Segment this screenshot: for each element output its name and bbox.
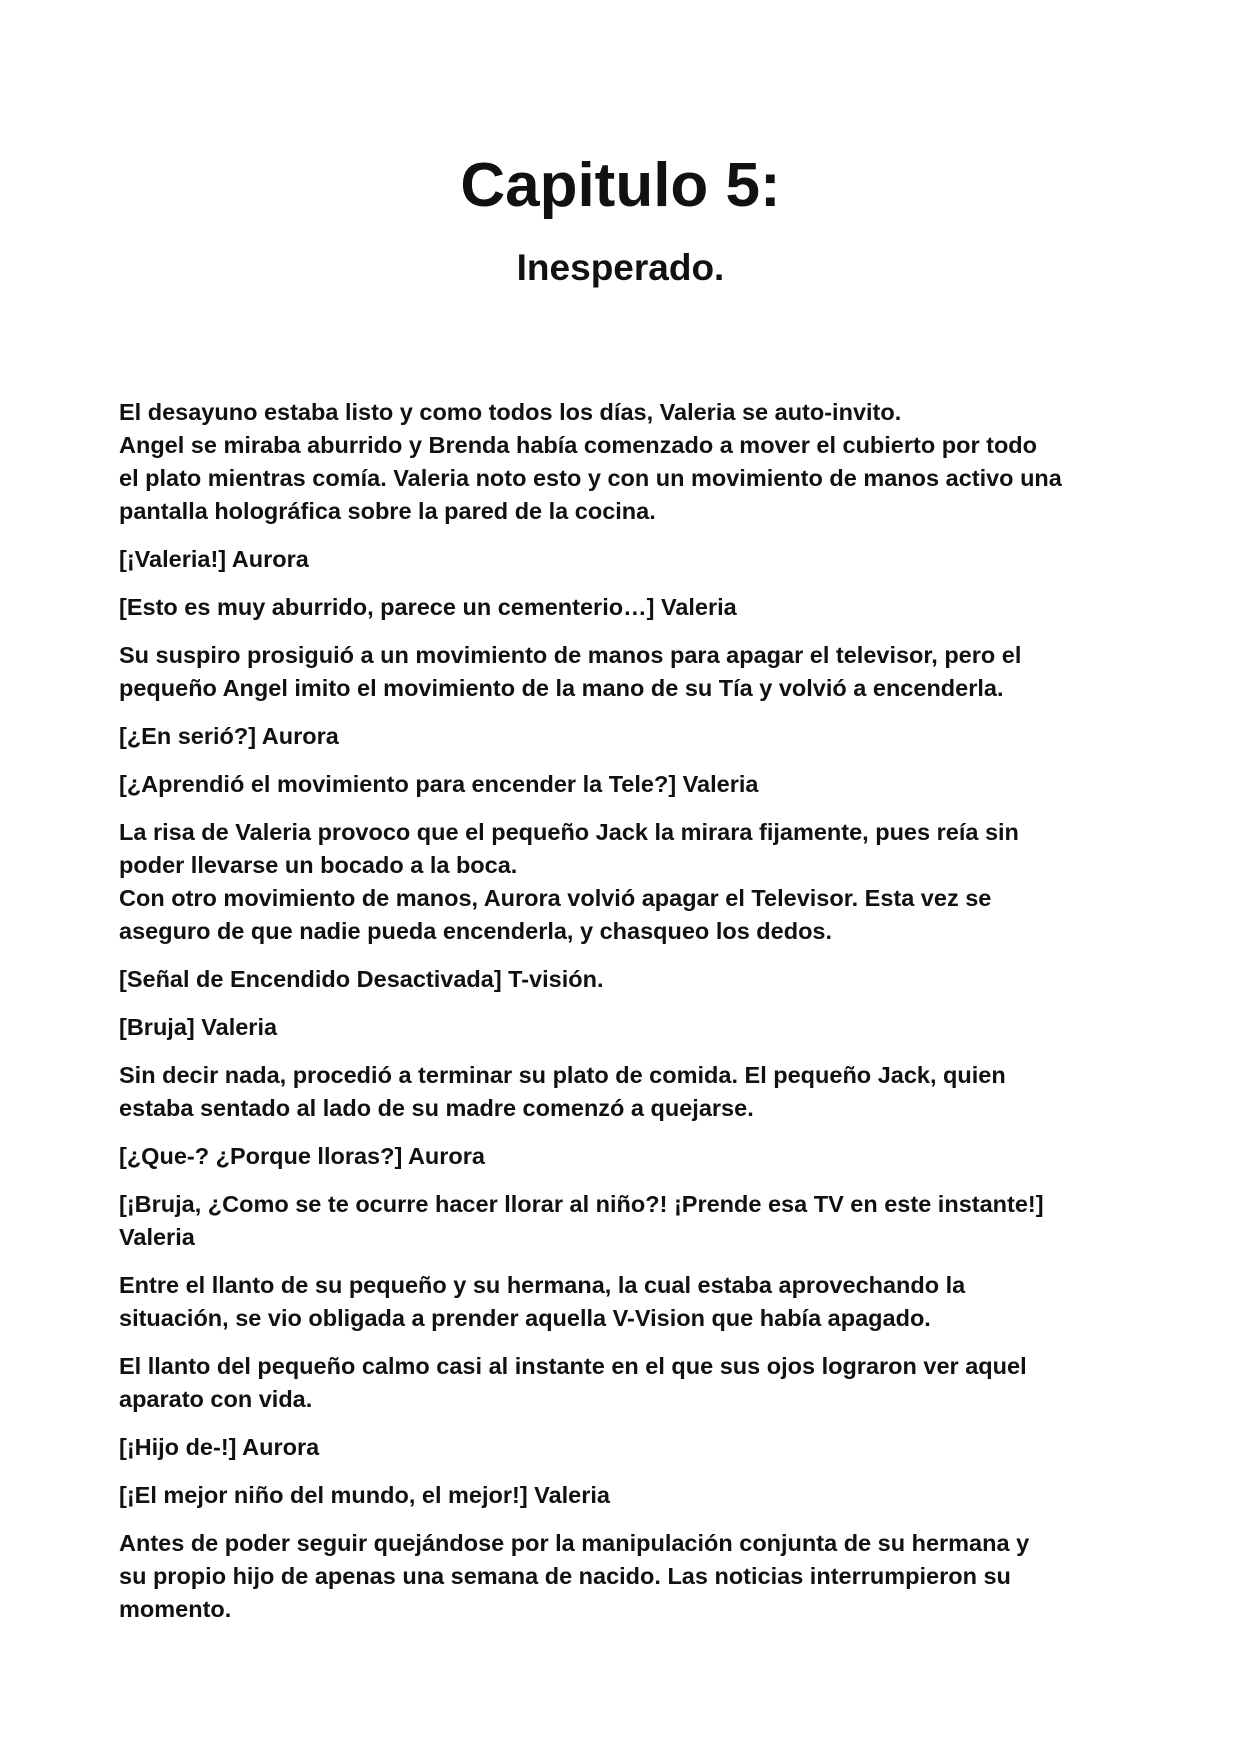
chapter-body [119, 396, 1129, 1641]
paragraph-dialogue: [¡El mejor niño del mundo, el mejor!] Valeria [119, 1482, 610, 1508]
paragraph-narration: Sin decir nada, procedió a terminar su plato de comida. El pequeño Jack, quien estaba sentado al lado de su madre comenzó a quejarse. [119, 1062, 1006, 1121]
paragraph-narration: La risa de Valeria provoco que el pequeño Jack la mirara fijamente, pues reía sin poder llevarse un bocado a la boca. Con otro movimiento de manos, Aurora volvió apagar el Televisor. Esta vez se aseguro de que nadie pueda encenderla, y chasqueo los dedos. [119, 819, 1019, 944]
paragraph-narration: El llanto del pequeño calmo casi al instante en el que sus ojos lograron ver aquel aparato con vida. [119, 1353, 1027, 1412]
paragraph-dialogue: [¿Que-? ¿Porque lloras?] Aurora [119, 1143, 486, 1169]
paragraph-narration: El desayuno estaba listo y como todos los días, Valeria se auto-invito. Angel se miraba aburrido y Brenda había comenzado a mover el cubierto por todo el plato mientras comía. Valeria noto esto y con un movimiento de manos activo una pantalla holográfica sobre la pared de la cocina. [119, 399, 1062, 524]
chapter-title: Capitulo 5: [460, 151, 781, 220]
paragraph-dialogue: [¡Valeria!] Aurora [119, 546, 309, 572]
paragraph-dialogue: [Señal de Encendido Desactivada] T-visión. [119, 966, 604, 992]
paragraph-dialogue: [¡Hijo de-!] Aurora [119, 1434, 320, 1460]
paragraph-dialogue: [Esto es muy aburrido, parece un cementerio…] Valeria [119, 594, 737, 620]
paragraph-dialogue: [¿En serió?] Aurora [119, 723, 339, 749]
paragraph-dialogue: [Bruja] Valeria [119, 1014, 278, 1040]
paragraph-dialogue: [¿Aprendió el movimiento para encender la Tele?] Valeria [119, 771, 759, 797]
paragraph-narration: Su suspiro prosiguió a un movimiento de manos para apagar el televisor, pero el pequeño Angel imito el movimiento de la mano de su Tía y volvió a encenderla. [119, 642, 1022, 701]
paragraph-dialogue: [¡Bruja, ¿Como se te ocurre hacer llorar al niño?! ¡Prende esa TV en este instante!] Valeria [119, 1191, 1044, 1250]
paragraph-narration: Entre el llanto de su pequeño y su hermana, la cual estaba aprovechando la situación, se vio obligada a prender aquella V-Vision que había apagado. [119, 1272, 966, 1331]
chapter-subtitle: Inesperado. [516, 247, 725, 288]
paragraph-narration: Antes de poder seguir quejándose por la manipulación conjunta de su hermana y su propio hijo de apenas una semana de nacido. Las noticias interrumpieron su momento. [119, 1530, 1030, 1622]
